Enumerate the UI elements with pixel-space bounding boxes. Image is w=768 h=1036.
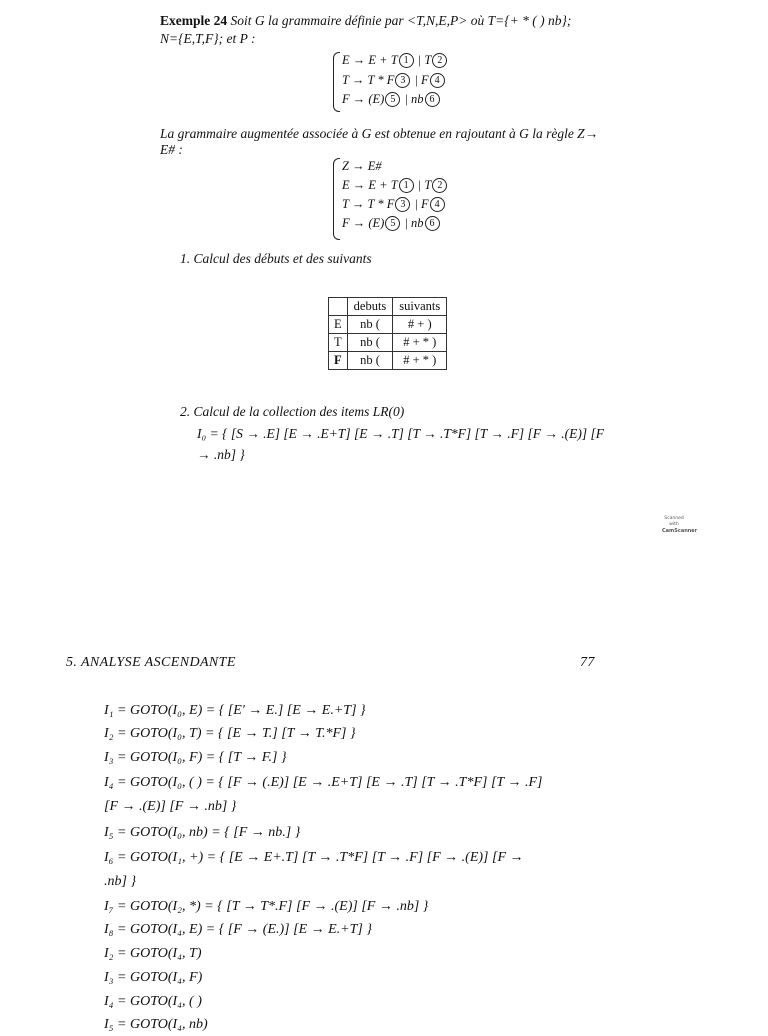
- goto-line: I₅ = GOTO(I₄, nb): [104, 1017, 208, 1032]
- goto-line: I₈ = GOTO(I₄, E) = { [F → (E.)] [E → E.+T] }: [104, 922, 372, 937]
- table-cell: # + ): [393, 316, 447, 334]
- augmented-line-1: La grammaire augmentée associée à G est obtenue en rajoutant à G la règle Z→: [160, 126, 599, 141]
- table-header-cell: debuts: [347, 298, 393, 316]
- table-cell: nb (: [347, 352, 393, 370]
- grammar-rules: [342, 51, 448, 110]
- page-header-left: 5. ANALYSE ASCENDANTE: [66, 655, 236, 670]
- augmented-rule-1: E → E + T 1 | T 2: [342, 176, 448, 195]
- goto-line: I₇ = GOTO(I₂, *) = { [T → T*.F] [F → .(E)] [F → .nb] }: [104, 899, 429, 914]
- first-follow-table: [328, 297, 447, 370]
- goto-line: I₃ = GOTO(I₄, F): [104, 970, 203, 985]
- table-cell: # + * ): [393, 334, 447, 352]
- table-cell: F: [329, 352, 348, 370]
- section-2-heading: 2. Calcul de la collection des items LR(0): [180, 404, 405, 419]
- augmented-brace: [333, 158, 340, 240]
- section-1-heading: 1. Calcul des débuts et des suivants: [180, 251, 372, 266]
- grammar-rule-1: E → E + T 1 | T 2: [342, 51, 448, 71]
- augmented-rule-2: T → T * F 3 | F 4: [342, 195, 448, 214]
- table-cell: # + * ): [393, 352, 447, 370]
- grammar-brace: [333, 52, 340, 112]
- grammar-rule-2: T → T * F 3 | F 4: [342, 71, 448, 91]
- goto-line: I₄ = GOTO(I₀, ( ) = { [F → (.E)] [E → .E+T] [E → .T] [T → .T*F] [T → .F]: [104, 775, 543, 790]
- goto-line: I₂ = GOTO(I₀, T) = { [E → T.] [T → T.*F] }: [104, 726, 356, 741]
- table-header-cell: [329, 298, 348, 316]
- example-label: Exemple 24: [160, 13, 228, 28]
- example-line-2: N={E,T,F}; et P :: [160, 31, 256, 46]
- goto-line: I₄ = GOTO(I₄, ( ): [104, 994, 202, 1009]
- augmented-rules: [342, 157, 448, 233]
- goto-line: I₅ = GOTO(I₀, nb) = { [F → nb.] }: [104, 825, 301, 840]
- table-cell: E: [329, 316, 348, 334]
- example-line-1: [160, 12, 571, 29]
- goto-line: I₃ = GOTO(I₀, F) = { [T → F.] }: [104, 750, 287, 765]
- grammar-rule-3: F → (E) 5 | nb 6: [342, 90, 448, 110]
- table-row: [329, 334, 447, 352]
- camscanner-watermark: Scanned with CamScanner: [662, 516, 698, 534]
- i0-line-1: I₀ = { [S → .E] [E → .E+T] [E → .T] [T → .T*F] [T → .F] [F → .(E)] [F: [197, 426, 604, 441]
- goto-line: I₆ = GOTO(I₁, +) = { [E → E+.T] [T → .T*F] [T → .F] [F → .(E)] [F →: [104, 850, 524, 865]
- table-header-cell: suivants: [393, 298, 447, 316]
- table-cell: nb (: [347, 316, 393, 334]
- example-statement: Soit G la grammaire définie par <T,N,E,P> où T={+ * ( ) nb};: [230, 13, 572, 28]
- goto-line: .nb] }: [104, 874, 137, 889]
- goto-line: I₁ = GOTO(I₀, E) = { [E' → E.] [E → E.+T] }: [104, 703, 366, 718]
- table-row: [329, 352, 447, 370]
- goto-line: I₂ = GOTO(I₄, T): [104, 946, 202, 961]
- i0-line-2: → .nb] }: [197, 447, 245, 462]
- page-number: 77: [580, 655, 595, 670]
- table-cell: T: [329, 334, 348, 352]
- augmented-line-2: E# :: [160, 142, 183, 157]
- augmented-rule-z: Z → E#: [342, 159, 382, 173]
- table-header-row: [329, 298, 447, 316]
- table-cell: nb (: [347, 334, 393, 352]
- table-row: [329, 316, 447, 334]
- augmented-rule-3: F → (E) 5 | nb 6: [342, 214, 448, 233]
- goto-line: [F → .(E)] [F → .nb] }: [104, 799, 237, 814]
